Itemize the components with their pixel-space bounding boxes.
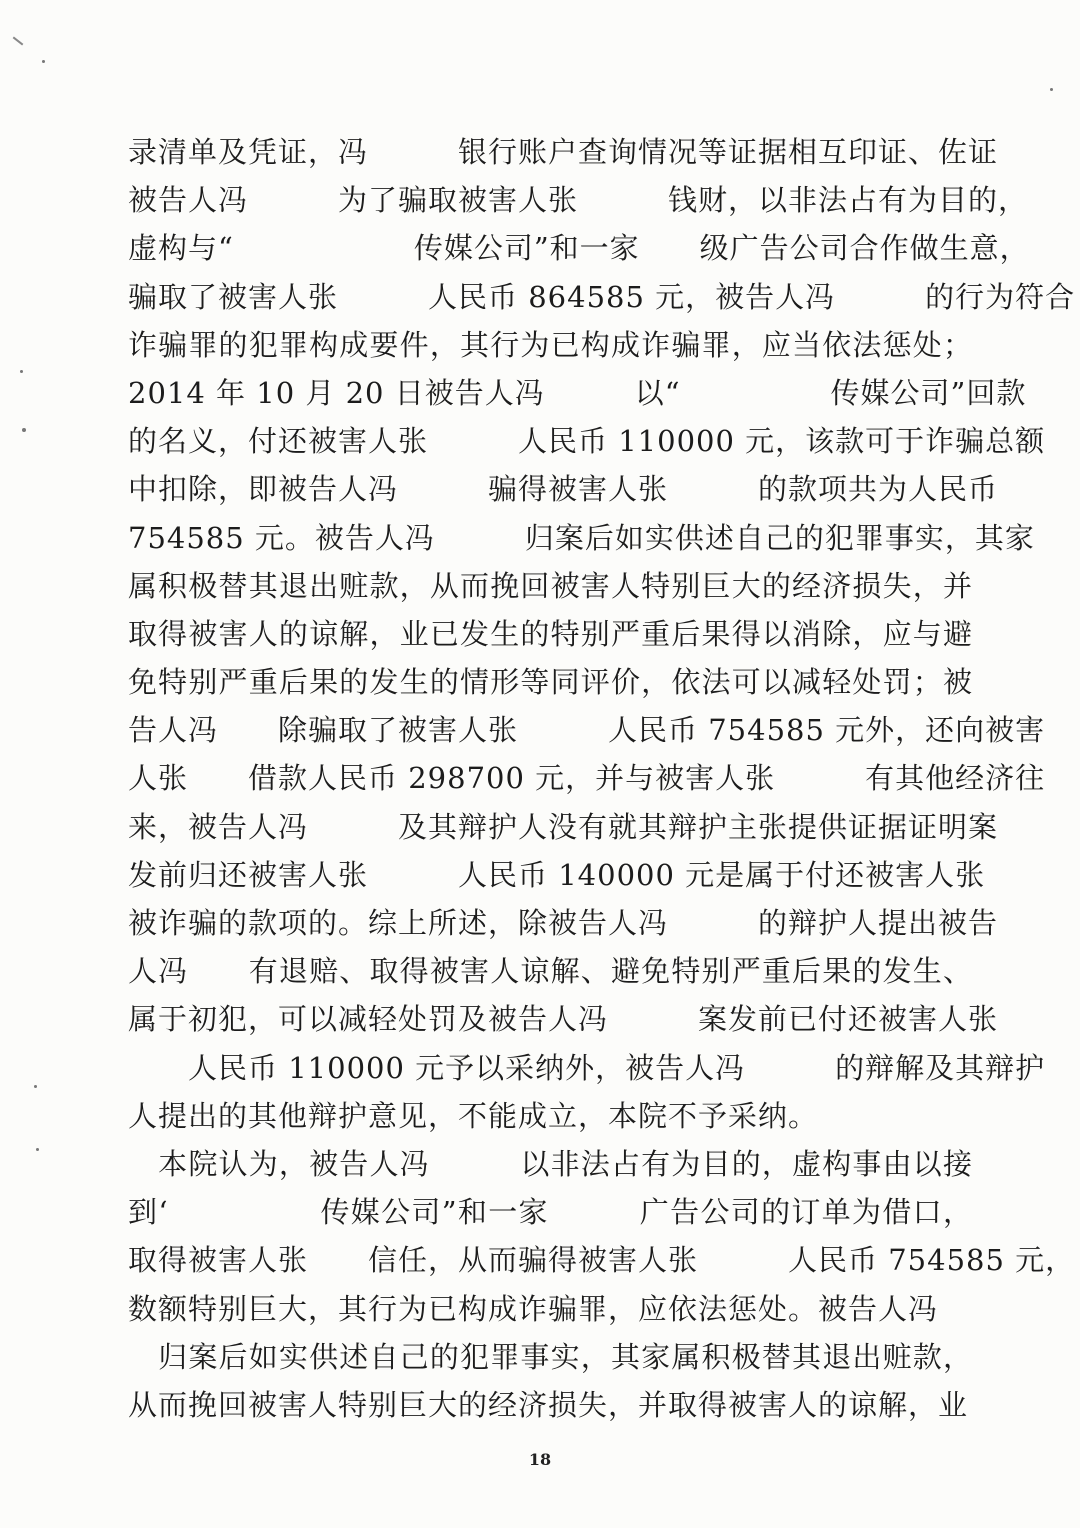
- text-line: 2014 年 10 月 20 日被告人冯 以“ 传媒公司”回款: [128, 375, 1027, 410]
- text-line: 人冯 有退赔、取得被害人谅解、避免特别严重后果的发生、: [128, 954, 973, 989]
- text-line: 骗取了被害人张 人民币 864585 元，被告人冯 的行为符合: [128, 279, 1076, 314]
- text-line: 人民币 110000 元予以采纳外，被告人冯 的辩解及其辩护: [128, 1050, 1046, 1085]
- text-line: 虚构与“ 传媒公司”和一家 级广告公司合作做生意，: [128, 231, 1030, 266]
- scan-speck: [34, 1085, 37, 1088]
- text-line: 人提出的其他辩护意见，不能成立，本院不予采纳。: [128, 1098, 819, 1133]
- text-line: 从而挽回被害人特别巨大的经济损失，并取得被害人的谅解，业: [128, 1387, 969, 1422]
- text-line: 的名义，付还被害人张 人民币 110000 元，该款可于诈骗总额: [128, 424, 1046, 459]
- scan-speck: [22, 428, 26, 432]
- scan-speck: [20, 370, 23, 373]
- text-line: 来，被告人冯 及其辩护人没有就其辩护主张提供证据证明案: [128, 809, 999, 844]
- text-line: 发前归还被害人张 人民币 140000 元是属于付还被害人张: [128, 857, 1046, 892]
- text-line: 属积极替其退出赃款，从而挽回被害人特别巨大的经济损失，并: [128, 568, 973, 603]
- scan-speck: [36, 1148, 39, 1151]
- text-line: 被告人冯 为了骗取被害人张 钱财，以非法占有为目的，: [128, 183, 1029, 218]
- document-body: [128, 128, 1076, 1429]
- text-line: 归案后如实供述自己的犯罪事实，其家属积极替其退出赃款，: [128, 1339, 973, 1374]
- text-line: 中扣除，即被告人冯 骗得被害人张 的款项共为人民币: [128, 472, 999, 507]
- page-number: 18: [528, 1450, 552, 1469]
- text-line: 人张 借款人民币 298700 元，并与被害人张 有其他经济往: [128, 761, 1046, 796]
- text-line: 754585 元。被告人冯 归案后如实供述自己的犯罪事实，其家: [128, 520, 1035, 555]
- text-line: 取得被害人的谅解，业已发生的特别严重后果得以消除，应与避: [128, 616, 973, 651]
- scan-speck: [1050, 88, 1053, 91]
- text-line: 到‘ 传媒公司”和一家 广告公司的订单为借口，: [128, 1195, 973, 1230]
- text-line: 取得被害人张 信任，从而骗得被害人张 人民币 754585 元，: [128, 1243, 1076, 1278]
- text-line: 被诈骗的款项的。综上所述，除被告人冯 的辩护人提出被告: [128, 906, 999, 940]
- text-line: 属于初犯，可以减轻处罚及被告人冯 案发前已付还被害人张: [128, 1002, 999, 1037]
- text-line: 诈骗罪的犯罪构成要件，其行为已构成诈骗罪，应当依法惩处；: [128, 327, 973, 362]
- text-line: 本院认为，被告人冯 以非法占有为目的，虚构事由以接: [128, 1146, 973, 1181]
- text-line: 免特别严重后果的发生的情形等同评价，依法可以减轻处罚；被: [128, 665, 973, 700]
- scan-speck: [42, 60, 45, 63]
- text-line: 录清单及凭证，冯 银行账户查询情况等证据相互印证、佐证: [128, 135, 999, 169]
- text-line: 数额特别巨大，其行为已构成诈骗罪，应依法惩处。被告人冯: [128, 1291, 999, 1326]
- text-line: 告人冯 除骗取了被害人张 人民币 754585 元外，还向被害: [128, 713, 1046, 748]
- scan-artifact: [13, 37, 24, 46]
